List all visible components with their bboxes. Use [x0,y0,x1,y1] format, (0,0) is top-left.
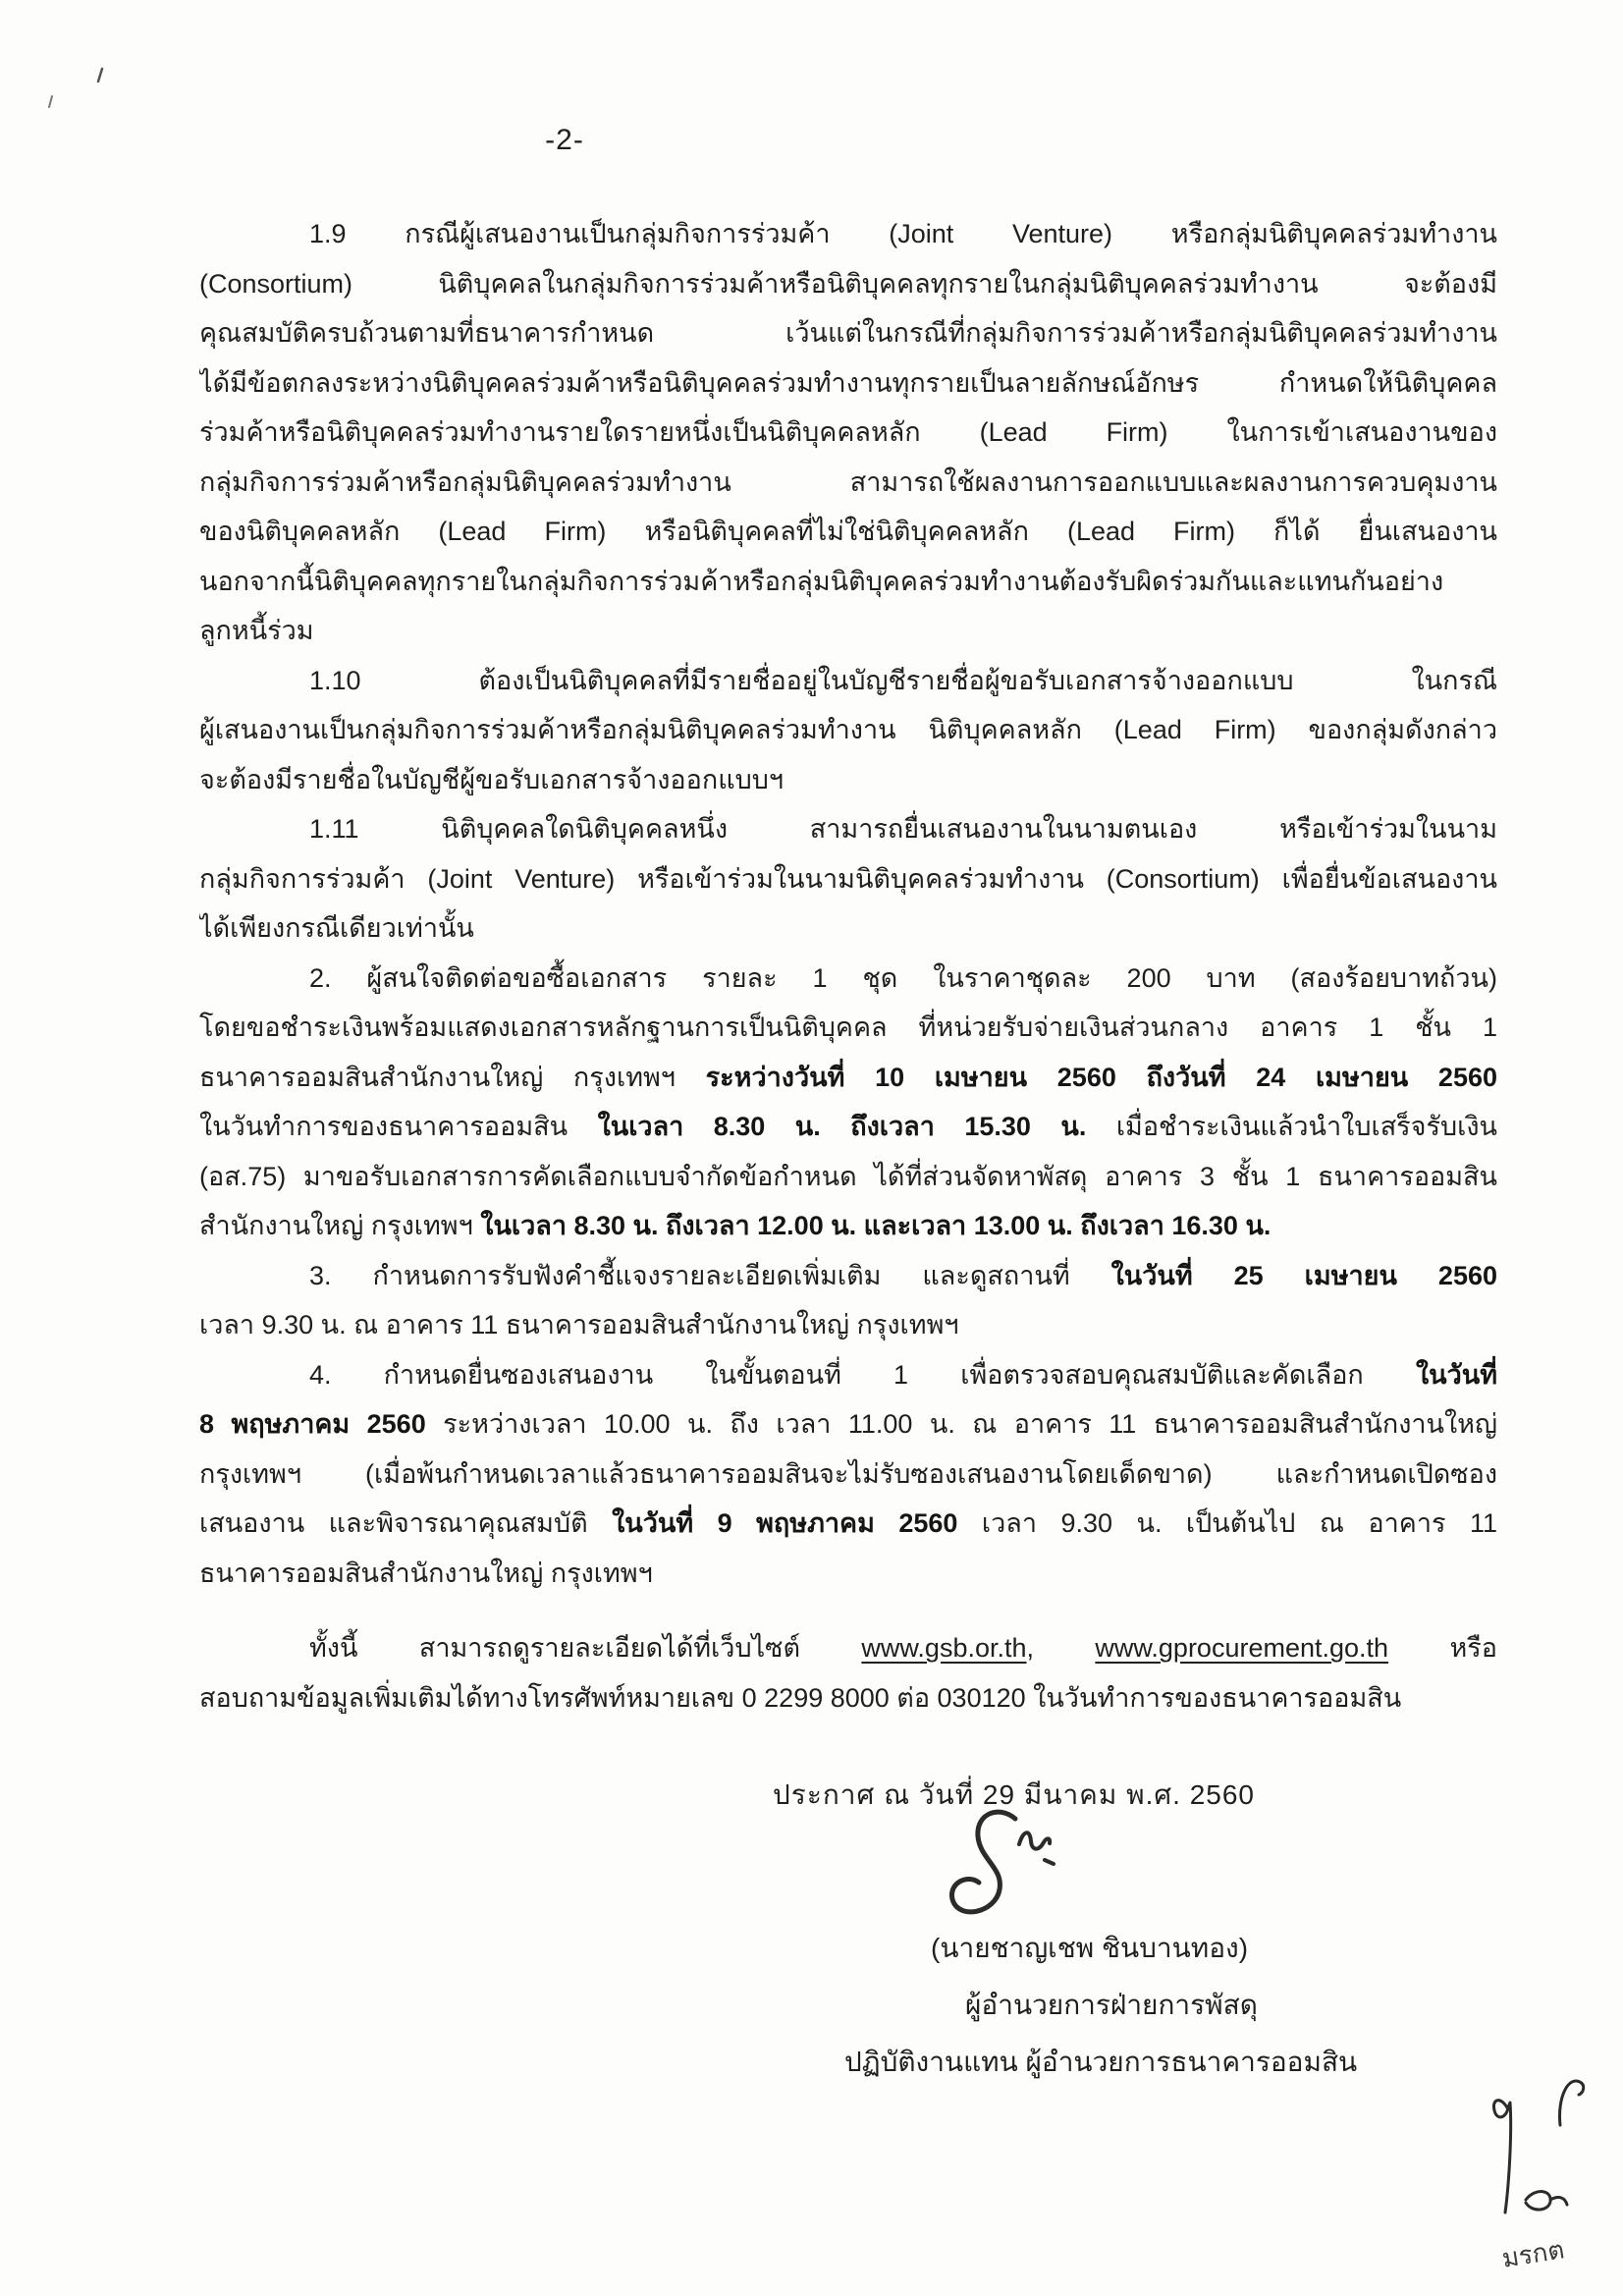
paragraph-line [199,557,1497,607]
paragraph-line [199,1350,1497,1400]
text-run: กลุ่มกิจการร่วมค้าหรือกลุ่มนิติบุคคลร่วมทำงาน สามารถใช้ผลงานการออกแบบและผลงานการควบคุมงาน [199,466,1497,497]
paragraph-line [199,1201,1497,1251]
paragraph-line [199,1449,1497,1500]
paragraph-line [199,209,1497,259]
document-body [199,209,1497,1722]
text-run: สอบถามข้อมูลเพิ่มเติมได้ทางโทรศัพท์หมายเลข 0 2299 8000 ต่อ 030120 ในวันทำการของธนาคารออมสิน [199,1682,1402,1713]
paragraph-line [199,656,1497,706]
text-run: ในวันที่ 25 เมษายน 2560 [1110,1260,1497,1290]
paragraph-line [199,755,1497,805]
text-run: ธนาคารออมสินสำนักงานใหญ่ กรุงเทพฯ [199,1062,706,1092]
paragraph-line [199,358,1497,409]
url-gsb: www.gsb.or.th [861,1633,1027,1663]
text-run: ในเวลา 8.30 น. ถึงเวลา 15.30 น. [597,1112,1087,1141]
text-run: 2. ผู้สนใจติดต่อขอซื้อเอกสาร รายละ 1 ชุด ในราคาชุดละ 200 บาท (สองร้อยบาทถ้วน) [309,962,1497,993]
text-run: จะต้องมีรายชื่อในบัญชีผู้ขอรับเอกสารจ้างออกแบบฯ [199,764,784,794]
text-run: ในวันที่ 9 พฤษภาคม 2560 [612,1508,958,1538]
text-run: เวลา 9.30 น. ณ อาคาร 11 ธนาคารออมสินสำนักงานใหญ่ กรุงเทพฯ [199,1310,959,1339]
text-run: , [1026,1633,1096,1663]
text-run: นอกจากนี้นิติบุคคลทุกรายในกลุ่มกิจการร่วมค้าหรือกลุ่มนิติบุคคลร่วมทำงานต้องรับผิดร่วมกันและแทนกันอย่าง [199,566,1444,596]
announcement-date-line: ประกาศ ณ วันที่ 29 มีนาคม พ.ศ. 2560 [773,1779,1256,1810]
paragraph-line [199,705,1497,755]
text-run: 8 พฤษภาคม 2560 [199,1409,426,1439]
text-run: ในเวลา 8.30 น. ถึงเวลา 12.00 น. และเวลา 13.00 น. ถึงเวลา 16.30 น. [480,1211,1271,1240]
paragraph-line [199,1053,1497,1103]
text-run: ระหว่างเวลา 10.00 น. ถึง เวลา 11.00 น. ณ อาคาร 11 ธนาคารออมสินสำนักงานใหญ่ [425,1409,1497,1439]
text-run: ในวันที่ [1415,1359,1497,1390]
paragraph-line [199,1673,1497,1723]
text-run: 1.10 ต้องเป็นนิติบุคคลที่มีรายชื่ออยู่ในบัญชีรายชื่อผู้ขอรับเอกสารจ้างออกแบบ ในกรณี [309,665,1497,695]
handwritten-annotation [1465,2041,1622,2286]
text-run: ในวันทำการของธนาคารออมสิน [199,1112,598,1141]
acting-for-line: ปฏิบัติงานแทน ผู้อำนวยการธนาคารออมสิน [844,2047,1358,2077]
text-run: ได้มีข้อตกลงระหว่างนิติบุคคลร่วมค้าหรือนิติบุคคลร่วมทำงานทุกรายเป็นลายลักษณ์อักษร กำหนดให้นิติบุคคล [199,367,1497,398]
paragraph-line [199,458,1497,508]
scan-artifact-marks [39,57,157,126]
text-run: คุณสมบัติครบถ้วนตามที่ธนาคารกำหนด เว้นแต่ในกรณีที่กลุ่มกิจการร่วมค้าหรือกลุ่มนิติบุคคลร่วมทำงาน [199,318,1497,348]
text-run: ธนาคารออมสินสำนักงานใหญ่ กรุงเทพฯ [199,1558,653,1588]
text-run: ระหว่างวันที่ 10 เมษายน 2560 ถึงวันที่ 24 เมษายน 2560 [705,1062,1497,1092]
paragraph-line [199,507,1497,557]
paragraph-line [199,606,1497,656]
text-run: กลุ่มกิจการร่วมค้า (Joint Venture) หรือเข้าร่วมในนามนิติบุคคลร่วมทำงาน (Consortium) เพื่อยื่นข้อเสนองาน [199,863,1497,894]
url-gprocurement: www.gprocurement.go.th [1095,1633,1389,1663]
text-run: 4. กำหนดยื่นซองเสนองาน ในขั้นตอนที่ 1 เพื่อตรวจสอบคุณสมบัติและคัดเลือก [309,1359,1416,1390]
page-number: -2- [545,124,584,156]
text-run: ของนิติบุคคลหลัก (Lead Firm) หรือนิติบุคคลที่ไม่ใช่นิติบุคคลหลัก (Lead Firm) ก็ได้ ยื่นเสนองาน [199,517,1497,546]
text-run: สำนักงานใหญ่ กรุงเทพฯ [199,1211,481,1240]
text-run: หรือ [1388,1633,1497,1663]
paragraph-line [199,1549,1497,1599]
paragraph-line [199,1623,1497,1673]
paragraph-line [199,1003,1497,1053]
text-run: กรุงเทพฯ (เมื่อพ้นกำหนดเวลาแล้วธนาคารออมสินจะไม่รับซองเสนองานโดยเด็ดขาด) และกำหนดเปิดซอง [199,1458,1497,1489]
text-run: 3. กำหนดการรับฟังคำชี้แจงรายละเอียดเพิ่มเติม และดูสถานที่ [309,1260,1111,1290]
paragraph-line [199,1300,1497,1350]
paragraph-line [199,804,1497,854]
text-run: ร่วมค้าหรือนิติบุคคลร่วมทำงานรายใดรายหนึ่งเป็นนิติบุคคลหลัก (Lead Firm) ในการเข้าเสนองานของ [199,417,1497,447]
text-run: เมื่อชำระเงินแล้วนำใบเสร็จรับเงิน [1086,1112,1497,1141]
text-run: ลูกหนี้ร่วม [199,616,314,645]
text-run: ทั้งนี้ สามารถดูรายละเอียดได้ที่เว็บไซต์ [309,1633,862,1663]
text-run: ผู้เสนองานเป็นกลุ่มกิจการร่วมค้าหรือกลุ่มนิติบุคคลร่วมทำงาน นิติบุคคลหลัก (Lead Firm) ของกลุ่มดังกล่าว [199,715,1497,744]
paragraph-line [199,259,1497,309]
text-run: 1.9 กรณีผู้เสนองานเป็นกลุ่มกิจการร่วมค้า (Joint Venture) หรือกลุ่มนิติบุคคลร่วมทำงาน [309,219,1497,248]
text-run: (อส.75) มาขอรับเอกสารการคัดเลือกแบบจำกัดข้อกำหนด ได้ที่ส่วนจัดหาพัสดุ อาคาร 3 ชั้น 1 ธนาคารออมสิน [199,1161,1497,1191]
text-run: ได้เพียงกรณีเดียวเท่านั้น [199,913,474,943]
paragraph-line [199,308,1497,358]
signer-title: ผู้อำนวยการฝ่ายการพัสดุ [965,1990,1258,2020]
signature-icon [931,1803,1058,1926]
text-run: เวลา 9.30 น. เป็นต้นไป ณ อาคาร 11 [957,1508,1497,1538]
paragraph-line [199,903,1497,954]
paragraph-line [199,1102,1497,1152]
text-run: โดยขอชำระเงินพร้อมแสดงเอกสารหลักฐานการเป็นนิติบุคคล ที่หน่วยรับจ่ายเงินส่วนกลาง อาคาร 1 ชั้น 1 [199,1012,1497,1042]
paragraph-line [199,854,1497,904]
paragraph-line [199,1499,1497,1549]
paragraph-line [199,408,1497,458]
text-run: เสนองาน และพิจารณาคุณสมบัติ [199,1508,613,1538]
text-run: 1.11 นิติบุคคลใดนิติบุคคลหนึ่ง สามารถยื่นเสนองานในนามตนเอง หรือเข้าร่วมในนาม [309,814,1497,844]
paragraph-line [199,1399,1497,1449]
paragraph-line [199,1251,1497,1301]
paragraph-line [199,1152,1497,1202]
handwritten-text: มรกต [1499,2234,1567,2273]
signer-name: (นายชาญเชพ ชินบานทอง) [931,1933,1249,1963]
text-run: (Consortium) นิติบุคคลในกลุ่มกิจการร่วมค้าหรือนิติบุคคลทุกรายในกลุ่มนิติบุคคลร่วมทำงาน จะต้องมี [199,268,1497,299]
paragraph-line [199,954,1497,1004]
